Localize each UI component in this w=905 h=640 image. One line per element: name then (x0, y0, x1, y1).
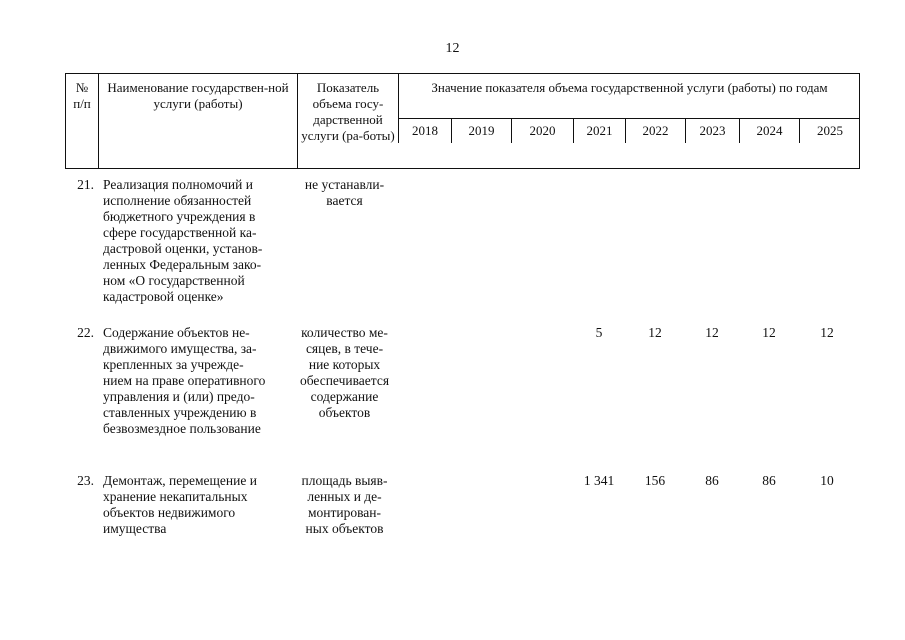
row-number: 22. (77, 325, 94, 340)
header-num: № п/п (65, 73, 98, 169)
header-service-name: Наименование государствен-ной услуги (работы) (98, 73, 297, 169)
header-year-2019: 2019 (451, 118, 511, 143)
value-2025: 10 (820, 473, 834, 488)
header-year-2018: 2018 (398, 118, 451, 143)
row-number: 23. (77, 473, 94, 488)
value-2024: 12 (762, 325, 776, 340)
table-border-bottom (65, 168, 860, 169)
service-name: Содержание объектов не- движимого имущества, за- крепленных за учрежде- нием на праве оперативного управления и (или) предо- ставленных учреждению в безвозмездное пользование (103, 325, 266, 436)
value-2021: 1 341 (583, 473, 615, 488)
value-2023: 12 (705, 325, 719, 340)
indicator: не устанавли- вается (304, 177, 385, 208)
service-name: Демонтаж, перемещение и хранение некапитальных объектов недвижимого имущества (103, 473, 257, 536)
header-year-2024: 2024 (739, 118, 799, 143)
header-values-group: Значение показателя объема государственной услуги (работы) по годам (398, 73, 860, 118)
indicator: количество ме- сяцев, в тече- ние которых обеспечивается содержание объектов (299, 325, 390, 420)
service-name: Реализация полномочий и исполнение обязанностей бюджетного учреждения в сфере государственной ка- дастровой оценки, установ- ленных Федеральным зако- ном «О государственной кадастровой оценке» (103, 177, 263, 304)
value-2024: 86 (762, 473, 776, 488)
header-year-2020: 2020 (511, 118, 573, 143)
table-border-right (859, 73, 860, 169)
value-2022: 156 (644, 473, 666, 488)
value-2023: 86 (705, 473, 719, 488)
row-number: 21. (77, 177, 94, 192)
header-indicator: Показатель объема госу-дарственной услуги (ра-боты) (297, 73, 398, 169)
header-year-2025: 2025 (799, 118, 860, 143)
value-2022: 12 (648, 325, 662, 340)
value-2025: 12 (820, 325, 834, 340)
value-2021: 5 (595, 325, 603, 340)
header-year-2021: 2021 (573, 118, 625, 143)
header-year-2023: 2023 (685, 118, 739, 143)
header-year-2022: 2022 (625, 118, 685, 143)
indicator: площадь выяв- ленных и де- монтирован- ных объектов (301, 473, 388, 536)
page-number: 12 (445, 41, 460, 56)
